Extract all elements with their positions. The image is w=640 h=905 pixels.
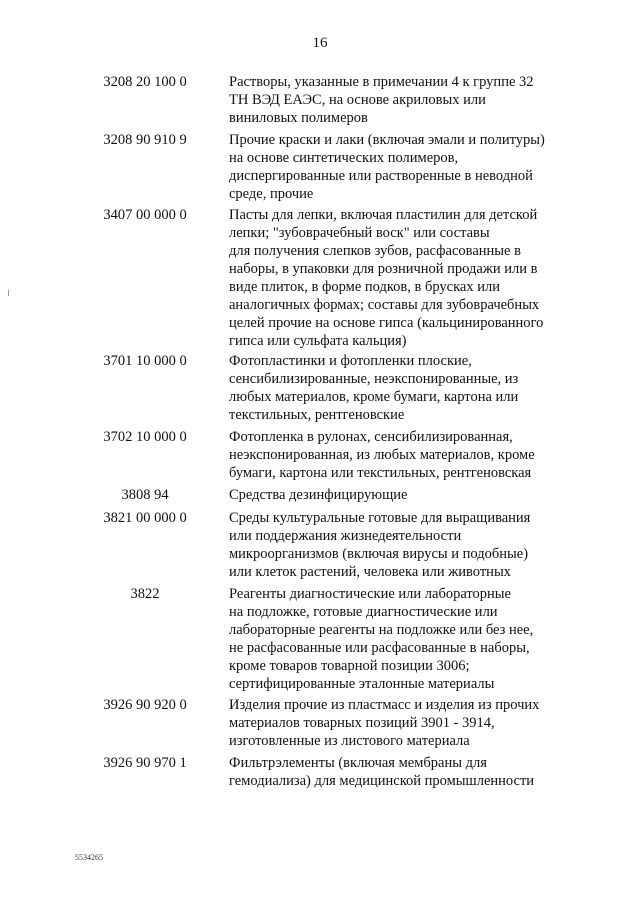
- tariff-code: 3822: [130, 586, 160, 602]
- description-line: лепки; "зубоврачебный воск" или составы: [229, 225, 490, 241]
- description-line: материалов товарных позиций 3901 - 3914,: [229, 715, 495, 731]
- description-line: Средства дезинфицирующие: [229, 487, 408, 503]
- description-line: целей прочие на основе гипса (кальцинированного: [229, 315, 544, 331]
- tariff-code: 3808 94: [121, 487, 169, 503]
- item-description: [229, 206, 559, 350]
- description-line: микроорганизмов (включая вирусы и подобные): [229, 546, 529, 562]
- description-line: аналогичных формах; составы для зубоврачебных: [229, 297, 540, 313]
- description-line: Растворы, указанные в примечании 4 к группе 32: [229, 74, 534, 90]
- description-line: не расфасованные или расфасованные в наборы,: [229, 640, 530, 656]
- description-line: сертифицированные эталонные материалы: [229, 676, 495, 692]
- description-line: виде плиток, в форме подков, в брусках или: [229, 279, 500, 295]
- item-description: [229, 696, 559, 750]
- document-id: 5534265: [75, 853, 103, 862]
- description-line: на подложке, готовые диагностические или: [229, 604, 498, 620]
- item-description: [229, 352, 559, 424]
- tariff-code: 3208 90 910 9: [103, 132, 187, 148]
- item-description: [229, 73, 559, 127]
- description-line: для получения слепков зубов, расфасованные в: [229, 243, 521, 259]
- description-line: ТН ВЭД ЕАЭС, на основе акриловых или: [229, 92, 486, 108]
- description-line: Фотопластинки и фотопленки плоские,: [229, 353, 472, 369]
- description-line: Прочие краски и лаки (включая эмали и политуры): [229, 132, 545, 148]
- description-line: текстильных, рентгеновские: [229, 407, 405, 423]
- description-line: Фотопленка в рулонах, сенсибилизированная,: [229, 429, 513, 445]
- description-line: лабораторные реагенты на подложке или без нее,: [229, 622, 534, 638]
- item-description: [229, 754, 559, 790]
- description-line: изготовленные из листового материала: [229, 733, 470, 749]
- description-line: гемодиализа) для медицинской промышленности: [229, 773, 535, 789]
- description-line: кроме товаров товарной позиции 3006;: [229, 658, 470, 674]
- item-description: [229, 486, 559, 504]
- description-line: гипса или сульфата кальция): [229, 333, 407, 349]
- description-line: среде, прочие: [229, 186, 314, 202]
- description-line: неэкспонированная, из любых материалов, кроме: [229, 447, 535, 463]
- description-line: Реагенты диагностические или лабораторные: [229, 586, 511, 602]
- description-line: или поддержания жизнедеятельности: [229, 528, 462, 544]
- tariff-code: 3702 10 000 0: [103, 429, 187, 445]
- description-line: наборы, в упаковки для розничной продажи или в: [229, 261, 538, 277]
- item-description: [229, 509, 559, 581]
- page-number: 16: [312, 35, 328, 51]
- tariff-code: 3821 00 000 0: [103, 510, 187, 526]
- description-line: сенсибилизированные, неэкспонированные, из: [229, 371, 519, 387]
- margin-mark: [8, 290, 9, 296]
- description-line: любых материалов, кроме бумаги, картона или: [229, 389, 519, 405]
- tariff-code: 3926 90 920 0: [103, 697, 187, 713]
- tariff-code: 3926 90 970 1: [103, 755, 187, 771]
- description-line: на основе синтетических полимеров,: [229, 150, 459, 166]
- description-line: Среды культуральные готовые для выращивания: [229, 510, 531, 526]
- description-line: или клеток растений, человека или животных: [229, 564, 511, 580]
- tariff-code: 3208 20 100 0: [103, 74, 187, 90]
- item-description: [229, 428, 559, 482]
- description-line: Пасты для лепки, включая пластилин для детской: [229, 207, 538, 223]
- tariff-code: 3407 00 000 0: [103, 207, 187, 223]
- description-line: Изделия прочие из пластмасс и изделия из прочих: [229, 697, 540, 713]
- description-line: диспергированные или растворенные в неводной: [229, 168, 533, 184]
- item-description: [229, 131, 559, 203]
- item-description: [229, 585, 559, 693]
- description-line: бумаги, картона или текстильных, рентгеновская: [229, 465, 532, 481]
- description-line: Фильтрэлементы (включая мембраны для: [229, 755, 487, 771]
- tariff-code: 3701 10 000 0: [103, 353, 187, 369]
- description-line: виниловых полимеров: [229, 110, 368, 126]
